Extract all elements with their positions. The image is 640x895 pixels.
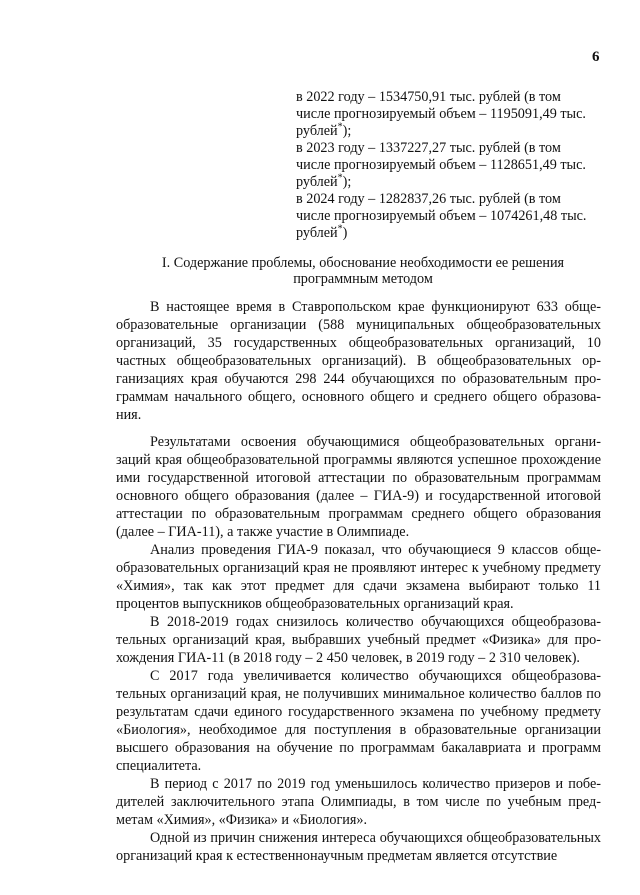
funding-unit: рублей xyxy=(296,225,338,241)
funding-line: числе прогнозируемый объем – 1074261,48 тыс. xyxy=(296,208,587,224)
paragraph: Результатами освоения обучающимися общеобразовательных организаций края общеобразовательной программы являются успешное прохождение ими государственной итоговой аттестации по образовательным программам основного общего образования (далее – ГИА-9) и государственной итоговой аттестации по образовательным программам среднего общего образования (далее – ГИА-11), а также участие в Олимпиаде. xyxy=(116,434,601,540)
funding-unit: рублей xyxy=(296,123,338,139)
footnote-asterisk: * xyxy=(337,121,343,133)
funding-line xyxy=(296,123,602,140)
paragraph: В период с 2017 по 2019 год уменьшилось количество призеров и победителей заключительного этапа Олимпиады, в том числе по учебным предметам «Химия», «Физика» и «Биология». xyxy=(116,776,601,828)
funding-unit: рублей xyxy=(296,174,338,190)
body-text xyxy=(116,298,601,865)
footnote-asterisk: * xyxy=(337,223,343,235)
funding-list xyxy=(296,89,602,242)
page-number: 6 xyxy=(592,49,600,65)
funding-line xyxy=(296,174,602,191)
funding-line: в 2023 году – 1337227,27 тыс. рублей (в том xyxy=(296,140,561,156)
funding-line: числе прогнозируемый объем – 1195091,49 тыс. xyxy=(296,106,586,122)
footnote-asterisk: * xyxy=(337,172,343,184)
paragraph: В настоящее время в Ставропольском крае функционируют 633 общеобразовательные организации (588 муниципальных общеобразовательных организаций, 35 государственных общеобразовательных организаций, 10 частных общеобразовательных организаций). В общеобразовательных организациях края обучаются 298 244 обучающихся по образовательным программам начального общего, основного общего и среднего общего образования. xyxy=(116,299,601,423)
funding-line-end: ); xyxy=(342,123,352,139)
funding-line: в 2024 году – 1282837,26 тыс. рублей (в том xyxy=(296,191,561,207)
paragraph: Анализ проведения ГИА-9 показал, что обучающиеся 9 классов общеобразовательных организаций края не проявляют интерес к учебному предмету «Химия», так как этот предмет для сдачи экзамена выбирают только 11 процентов выпускников общеобразовательных организаций края. xyxy=(116,542,601,612)
section-heading-line: I. Содержание проблемы, обоснование необходимости ее решения xyxy=(161,255,565,271)
funding-line: числе прогнозируемый объем – 1128651,49 тыс. xyxy=(296,157,586,173)
section-heading-line: программным методом xyxy=(293,271,433,287)
funding-entry-2022 xyxy=(296,89,602,140)
funding-line xyxy=(296,225,602,242)
funding-line: в 2022 году – 1534750,91 тыс. рублей (в том xyxy=(296,89,561,105)
paragraph: В 2018-2019 годах снизилось количество обучающихся общеобразовательных организаций края, выбравших учебный предмет «Физика» для прохождения ГИА-11 (в 2018 году – 2 450 человек, в 2019 году – 2 310 человек). xyxy=(116,614,601,666)
funding-line-end: ); xyxy=(342,174,352,190)
funding-entry-2024 xyxy=(296,191,602,242)
section-heading xyxy=(70,255,640,287)
funding-line-end: ) xyxy=(342,225,348,241)
paragraph: Одной из причин снижения интереса обучающихся общеобразовательных организаций края к естественнонаучным предметам является отсутствие xyxy=(116,830,601,864)
paragraph: С 2017 года увеличивается количество обучающихся общеобразовательных организаций края, не получивших минимальное количество баллов по результатам сдачи единого государственного экзамена по учебному предмету «Биология», необходимое для поступления в образовательные организации высшего образования на обучение по программам бакалавриата и программ специалитета. xyxy=(116,668,601,774)
funding-entry-2023 xyxy=(296,140,602,191)
